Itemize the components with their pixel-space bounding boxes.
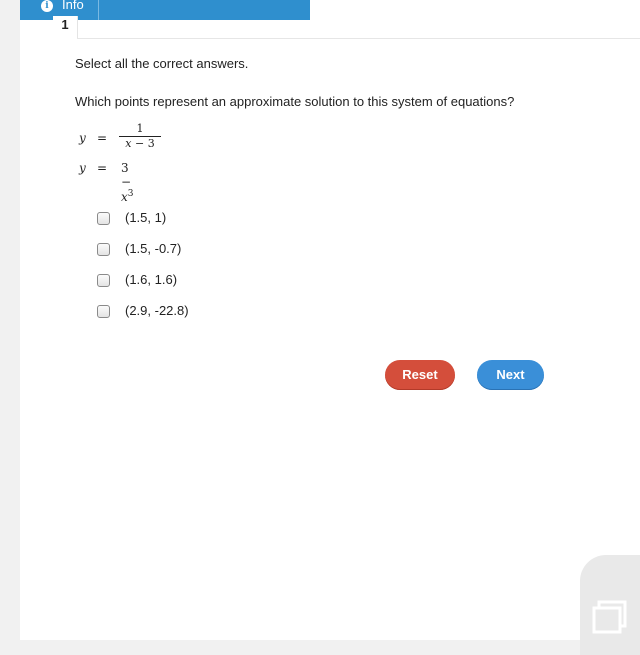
left-gutter xyxy=(0,0,20,640)
info-label: Info xyxy=(62,0,84,12)
equation-2-equals: = xyxy=(97,161,108,175)
instructions-text: Select all the correct answers. xyxy=(75,56,249,71)
fraction-denominator: x − 3 xyxy=(125,137,155,150)
checkbox[interactable] xyxy=(97,212,110,225)
question-number-tab[interactable] xyxy=(53,16,78,38)
info-bar-divider xyxy=(98,0,99,20)
equation-1-equals: = xyxy=(97,131,108,145)
option-label: (1.6, 1.6) xyxy=(125,272,178,287)
checkbox[interactable] xyxy=(97,243,110,256)
checkbox[interactable] xyxy=(97,274,110,287)
question-number: 1 xyxy=(61,17,69,32)
info-icon: i xyxy=(41,0,53,12)
equation-1-lhs: y xyxy=(79,131,86,145)
option-label: (2.9, -22.8) xyxy=(125,303,189,318)
next-button[interactable]: Next xyxy=(477,360,544,390)
fraction-numerator: 1 xyxy=(136,122,144,135)
equation-2-rhs: $3 - x^3$ xyxy=(121,161,134,204)
question-panel xyxy=(20,0,640,640)
equation-1-fraction xyxy=(119,123,161,150)
checkbox[interactable] xyxy=(97,305,110,318)
reset-button[interactable]: Reset xyxy=(385,360,455,390)
tab-divider xyxy=(77,38,640,39)
question-prompt: Which points represent an approximate solution to this system of equations? xyxy=(75,94,515,109)
option-label: (1.5, -0.7) xyxy=(125,241,182,256)
option-label: (1.5, 1) xyxy=(125,210,167,225)
window-restore-icon[interactable] xyxy=(592,600,628,634)
equation-2-lhs: y xyxy=(79,161,86,175)
